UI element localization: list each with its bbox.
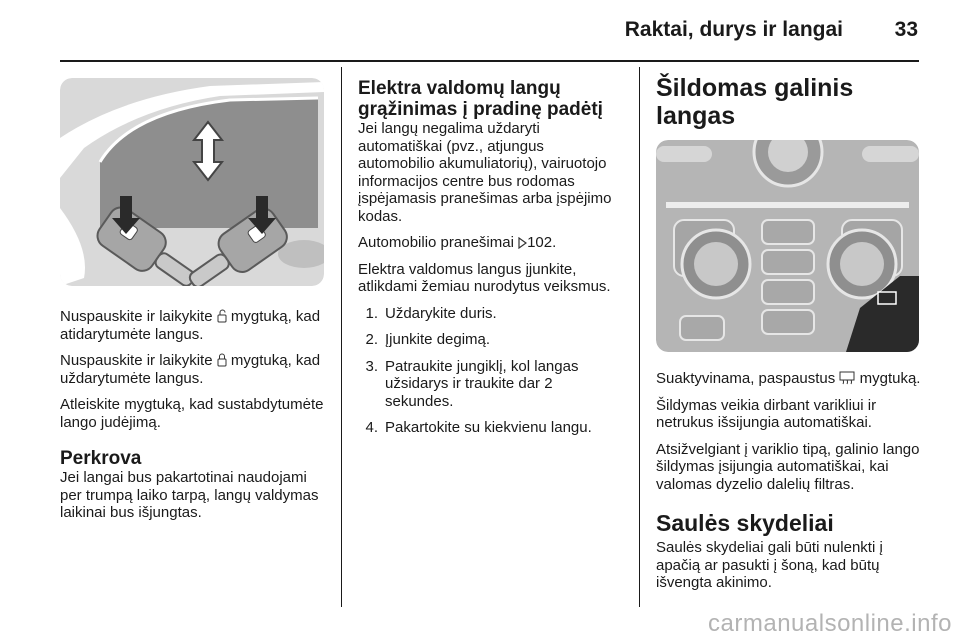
text-part: mygtuką. xyxy=(855,370,921,387)
text-part: 102. xyxy=(527,234,557,251)
paragraph-activate-rear-heater xyxy=(656,370,922,388)
list-item xyxy=(358,305,620,323)
step-text: Patraukite jungiklį, kol langas užsidarys ir traukite dar 2 sekundes. xyxy=(385,357,579,410)
step-text: Uždarykite duris. xyxy=(385,304,497,322)
text-part: Nuspauskite ir laikykite xyxy=(60,352,217,369)
list-item xyxy=(358,419,620,437)
rear-window-heater-icon xyxy=(839,371,855,385)
column-3 xyxy=(656,74,922,601)
section-heading-heated-rear-window: Šildomas galinis langas xyxy=(656,74,854,130)
paragraph-close-windows xyxy=(60,352,332,387)
step-number: 3. xyxy=(365,357,378,375)
steps-list xyxy=(358,305,620,437)
list-item xyxy=(358,358,620,411)
window-key-illustration xyxy=(60,78,324,286)
paragraph-diesel-filter: Atsižvelgiant į variklio tipą, galinio lango šildymas įsijungia automatiškai, kai valomas dyzelio dalelių filtras. xyxy=(656,440,920,493)
text-part: Nuspauskite ir laikykite xyxy=(60,308,217,325)
paragraph-activate-windows: Elektra valdomus langus įjunkite, atlikdami žemiau nurodytus veiksmus. xyxy=(358,260,611,295)
paragraph-overload: Jei langai bus pakartotinai naudojami per trumpą laiko tarpą, langų valdymas laikinai bus išjungtas. xyxy=(60,469,319,521)
text-part: Suaktyvinama, paspaustus xyxy=(656,370,840,387)
column-1 xyxy=(60,78,332,531)
text-part: mygtuką, kad uždarytumėte langus. xyxy=(60,352,321,387)
text-part: Automobilio pranešimai xyxy=(358,234,519,251)
step-number: 4. xyxy=(365,419,378,436)
step-number: 2. xyxy=(365,331,378,348)
header-divider xyxy=(60,60,919,62)
column-divider-1 xyxy=(341,67,342,607)
padlock-open-icon xyxy=(217,309,227,323)
section-heading-sun-visors: Saulės skydeliai xyxy=(656,510,834,536)
page-number: 33 xyxy=(894,18,918,41)
watermark: carmanualsonline.info xyxy=(708,610,952,637)
step-text: Įjunkite degimą. xyxy=(385,331,491,348)
section-heading-overload: Perkrova xyxy=(60,448,142,469)
triangle-ref-icon xyxy=(518,237,527,249)
section-heading-window-reset: Elektra valdomų langų grąžinimas į pradinę padėtį xyxy=(358,78,603,120)
step-number: 1. xyxy=(365,304,378,322)
paragraph-window-reset-intro: Jei langų negalima uždaryti automatiškai (pvz., atjungus automobilio akumuliatorių), vairuotojo informacijos centre bus rodomas įspėjamasis pranešimas arba įspėjimo kodas. xyxy=(358,120,612,225)
paragraph-vehicle-messages-ref xyxy=(358,234,620,252)
list-item xyxy=(358,331,620,349)
paragraph-stop-window: Atleiskite mygtuką, kad sustabdytumėte lango judėjimą. xyxy=(60,396,324,431)
climate-control-panel-illustration xyxy=(656,140,919,352)
column-2 xyxy=(358,78,620,446)
paragraph-heating-operation: Šildymas veikia dirbant varikliui ir netrukus išsijungia automatiškai. xyxy=(656,396,877,431)
step-text: Pakartokite su kiekvienu langu. xyxy=(385,419,592,436)
paragraph-open-windows xyxy=(60,308,332,343)
header-title: Raktai, durys ir langai xyxy=(624,18,843,41)
padlock-closed-icon xyxy=(217,353,227,367)
paragraph-sun-visors: Saulės skydeliai gali būti nulenkti į apačią ar pasukti į šoną, kad būtų išvengta akinimo. xyxy=(656,539,883,591)
column-divider-2 xyxy=(639,67,640,607)
text-part: mygtuką, kad atidarytumėte langus. xyxy=(60,308,321,343)
